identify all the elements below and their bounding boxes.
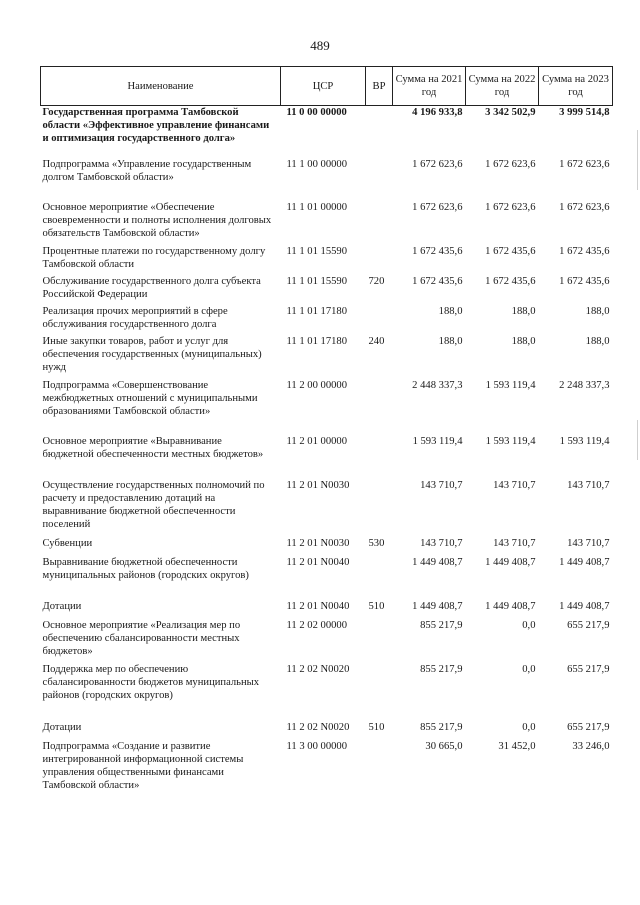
row-vr xyxy=(366,245,393,275)
row-vr xyxy=(366,379,393,435)
row-vr: 720 xyxy=(368,276,385,287)
row-csr: 11 2 01 00000 xyxy=(286,436,348,447)
row-name: Субвенции xyxy=(42,538,93,549)
row-sum-2023: 33 246,0 xyxy=(572,741,610,752)
row-sum-2023: 655 217,9 xyxy=(567,664,610,675)
header-csr: ЦСР xyxy=(281,67,366,106)
scan-edge-mark xyxy=(637,130,638,190)
row-csr: 11 2 01 N0040 xyxy=(286,557,350,568)
row-csr: 11 3 00 00000 xyxy=(286,741,348,752)
row-sum-2021: 143 710,7 xyxy=(420,538,463,549)
row-sum-2023: 143 710,7 xyxy=(567,538,610,549)
header-name: Наименование xyxy=(41,67,281,106)
row-csr: 11 2 00 00000 xyxy=(286,380,348,391)
table-row xyxy=(41,663,613,721)
table-row xyxy=(41,721,613,740)
row-name: Дотации xyxy=(42,601,82,612)
row-vr xyxy=(366,201,393,245)
row-sum-2022: 1 449 408,7 xyxy=(485,601,536,612)
table-row xyxy=(41,435,613,479)
row-sum-2021: 1 449 408,7 xyxy=(412,601,463,612)
row-sum-2023: 143 710,7 xyxy=(567,480,610,491)
table-row xyxy=(41,106,613,159)
row-vr: 510 xyxy=(368,722,385,733)
header-vr: ВР xyxy=(366,67,393,106)
row-sum-2022: 1 672 623,6 xyxy=(485,202,536,213)
row-name: Процентные платежи по государственному долгу Тамбовской области xyxy=(42,246,266,270)
row-sum-2022: 1 672 435,6 xyxy=(485,246,536,257)
table-row xyxy=(41,740,613,796)
row-csr: 11 2 01 N0030 xyxy=(286,538,350,549)
row-sum-2022: 0,0 xyxy=(522,664,536,675)
row-sum-2023: 1 449 408,7 xyxy=(559,557,610,568)
row-vr xyxy=(366,479,393,537)
table-row xyxy=(41,479,613,537)
row-sum-2021: 1 672 435,6 xyxy=(412,246,463,257)
row-sum-2021: 1 672 623,6 xyxy=(412,202,463,213)
row-sum-2023: 1 672 623,6 xyxy=(559,159,610,170)
row-sum-2022: 143 710,7 xyxy=(493,538,536,549)
row-sum-2023: 188,0 xyxy=(585,336,610,347)
row-vr xyxy=(366,663,393,721)
row-name: Осуществление государственных полномочий по расчету и предоставлению дотаций на выравнивание бюджетной обеспеченности поселений xyxy=(42,480,265,530)
row-name: Основное мероприятие «Выравнивание бюджетной обеспеченности местных бюджетов» xyxy=(42,436,264,460)
scan-edge-mark xyxy=(637,420,638,460)
row-name: Иные закупки товаров, работ и услуг для обеспечения государственных (муниципальных) нужд xyxy=(42,336,262,373)
row-sum-2023: 1 593 119,4 xyxy=(559,436,610,447)
table-row xyxy=(41,537,613,556)
row-sum-2022: 1 593 119,4 xyxy=(485,436,536,447)
row-sum-2022: 1 672 435,6 xyxy=(485,276,536,287)
table-row xyxy=(41,379,613,435)
row-sum-2023: 1 672 435,6 xyxy=(559,246,610,257)
table-row xyxy=(41,600,613,619)
row-sum-2021: 1 593 119,4 xyxy=(412,436,463,447)
row-sum-2022: 1 593 119,4 xyxy=(485,380,536,391)
row-vr xyxy=(366,556,393,600)
table-row xyxy=(41,619,613,663)
row-name: Государственная программа Тамбовской области «Эффективное управление финансами и оптимизация государственного долга» xyxy=(42,107,270,144)
row-csr: 11 2 02 00000 xyxy=(286,620,348,631)
row-vr xyxy=(366,435,393,479)
row-sum-2021: 1 672 435,6 xyxy=(412,276,463,287)
table-row xyxy=(41,305,613,335)
row-vr xyxy=(366,305,393,335)
row-name: Поддержка мер по обеспечению сбалансированности бюджетов муниципальных районов (городских округов) xyxy=(42,664,260,701)
row-name: Подпрограмма «Совершенствование межбюджетных отношений с муниципальными образованиями Тамбовской области» xyxy=(42,380,258,417)
row-sum-2023: 655 217,9 xyxy=(567,620,610,631)
row-sum-2023: 3 999 514,8 xyxy=(559,107,610,118)
row-sum-2023: 655 217,9 xyxy=(567,722,610,733)
row-csr: 11 1 01 17180 xyxy=(286,336,348,347)
row-sum-2021: 1 449 408,7 xyxy=(412,557,463,568)
row-csr: 11 1 01 00000 xyxy=(286,202,348,213)
table-row xyxy=(41,275,613,305)
row-sum-2022: 1 449 408,7 xyxy=(485,557,536,568)
row-vr: 510 xyxy=(368,601,385,612)
row-sum-2021: 855 217,9 xyxy=(420,664,463,675)
row-sum-2022: 143 710,7 xyxy=(493,480,536,491)
row-sum-2022: 188,0 xyxy=(511,336,536,347)
row-csr: 11 2 01 N0040 xyxy=(286,601,350,612)
table-row xyxy=(41,556,613,600)
row-sum-2023: 2 248 337,3 xyxy=(559,380,610,391)
row-name: Выравнивание бюджетной обеспеченности муниципальных районов (городских округов) xyxy=(42,557,249,581)
row-sum-2021: 188,0 xyxy=(438,306,463,317)
row-sum-2023: 1 672 623,6 xyxy=(559,202,610,213)
header-sum-2022: Сумма на 2022 год xyxy=(466,67,539,106)
row-csr: 11 2 02 N0020 xyxy=(286,664,350,675)
table-row xyxy=(41,201,613,245)
row-sum-2022: 188,0 xyxy=(511,306,536,317)
row-sum-2021: 855 217,9 xyxy=(420,722,463,733)
row-csr: 11 2 01 N0030 xyxy=(286,480,350,491)
header-sum-2023: Сумма на 2023 год xyxy=(539,67,613,106)
row-vr: 240 xyxy=(368,336,385,347)
row-name: Подпрограмма «Управление государственным долгом Тамбовской области» xyxy=(42,159,252,183)
row-name: Дотации xyxy=(42,722,82,733)
header-sum-2021: Сумма на 2021 год xyxy=(393,67,466,106)
row-vr xyxy=(366,106,393,159)
row-vr: 530 xyxy=(368,538,385,549)
row-sum-2021: 143 710,7 xyxy=(420,480,463,491)
page-number: 489 xyxy=(310,38,330,53)
row-csr: 11 1 01 15590 xyxy=(286,276,348,287)
row-name: Основное мероприятие «Реализация мер по обеспечению сбалансированности местных бюджетов» xyxy=(42,620,241,657)
row-sum-2022: 0,0 xyxy=(522,722,536,733)
row-name: Реализация прочих мероприятий в сфере обслуживания государственного долга xyxy=(42,306,228,330)
row-csr: 11 0 00 00000 xyxy=(286,107,347,118)
row-sum-2023: 188,0 xyxy=(585,306,610,317)
row-sum-2021: 855 217,9 xyxy=(420,620,463,631)
row-sum-2022: 3 342 502,9 xyxy=(485,107,536,118)
row-sum-2021: 30 665,0 xyxy=(425,741,463,752)
table-row xyxy=(41,335,613,379)
row-sum-2022: 1 672 623,6 xyxy=(485,159,536,170)
row-csr: 11 2 02 N0020 xyxy=(286,722,350,733)
row-sum-2021: 188,0 xyxy=(438,336,463,347)
row-csr: 11 1 01 15590 xyxy=(286,246,348,257)
row-sum-2023: 1 672 435,6 xyxy=(559,276,610,287)
budget-table xyxy=(40,66,613,796)
row-sum-2023: 1 449 408,7 xyxy=(559,601,610,612)
row-name: Подпрограмма «Создание и развитие интегрированной информационной системы управления общественными финансами Тамбовской области» xyxy=(42,741,244,791)
row-sum-2021: 2 448 337,3 xyxy=(412,380,463,391)
row-sum-2022: 31 452,0 xyxy=(498,741,536,752)
row-vr xyxy=(366,740,393,796)
table-header-row xyxy=(41,67,613,106)
row-name: Основное мероприятие «Обеспечение своевременности и полноты исполнения долговых обязательств Тамбовской области» xyxy=(42,202,272,239)
row-csr: 11 1 00 00000 xyxy=(286,159,348,170)
row-sum-2021: 1 672 623,6 xyxy=(412,159,463,170)
row-vr xyxy=(366,619,393,663)
row-csr: 11 1 01 17180 xyxy=(286,306,348,317)
row-sum-2022: 0,0 xyxy=(522,620,536,631)
table-row xyxy=(41,245,613,275)
row-sum-2021: 4 196 933,8 xyxy=(412,107,463,118)
row-name: Обслуживание государственного долга субъекта Российской Федерации xyxy=(42,276,261,300)
row-vr xyxy=(366,158,393,201)
table-row xyxy=(41,158,613,201)
